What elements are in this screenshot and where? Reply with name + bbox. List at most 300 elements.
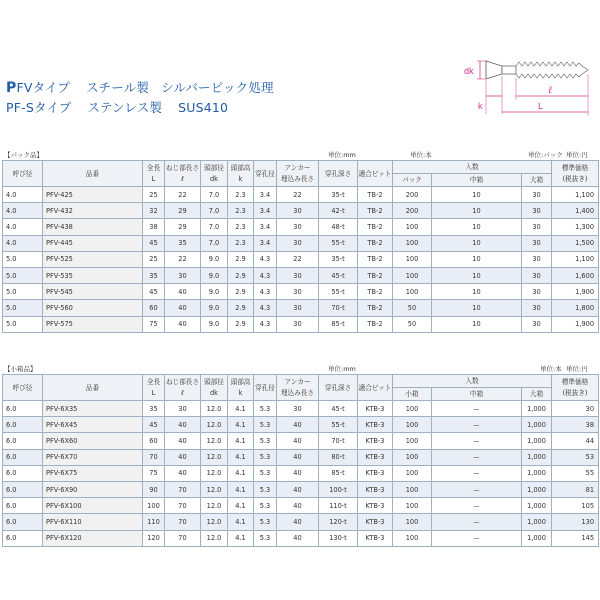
cell-qty-large: 30 — [522, 251, 552, 267]
header-diameter: 呼び径 — [3, 375, 43, 401]
cell-thread-length: 40 — [165, 433, 201, 449]
cell-diameter: 6.0 — [3, 449, 43, 465]
cell-head-diameter: 9.0 — [201, 267, 228, 283]
pack-unit-mm: 単位:mm — [328, 151, 356, 159]
header-head-height: 頭部高 k — [228, 375, 254, 401]
cell-qty-inner: 100 — [393, 251, 432, 267]
cell-bit: KTB-3 — [358, 498, 393, 514]
cell-hole-diameter: 3.4 — [254, 187, 277, 203]
header-head-height: 頭部高 k — [228, 161, 254, 187]
cell-hole-diameter: 3.4 — [254, 203, 277, 219]
cell-qty-medium: ー — [432, 530, 522, 546]
cell-head-diameter: 12.0 — [201, 530, 228, 546]
cell-hole-diameter: 4.3 — [254, 300, 277, 316]
cell-head-height: 4.1 — [228, 530, 254, 546]
cell-qty-large: 1,000 — [522, 481, 552, 497]
cell-head-height: 2.9 — [228, 251, 254, 267]
cell-diameter: 6.0 — [3, 401, 43, 417]
header-part-number: 品番 — [43, 375, 143, 401]
cell-head-diameter: 12.0 — [201, 401, 228, 417]
cell-thread-length: 40 — [165, 449, 201, 465]
table-row — [3, 433, 599, 449]
cell-qty-large: 30 — [522, 219, 552, 235]
title-type-pfs: PF-Sタイプ — [6, 100, 72, 115]
cell-bit: TB-2 — [358, 251, 393, 267]
cell-qty-large: 30 — [522, 267, 552, 283]
cell-qty-inner: 50 — [393, 300, 432, 316]
cell-part-number: PFV-438 — [43, 219, 143, 235]
cell-thread-length: 40 — [165, 316, 201, 332]
cell-diameter: 4.0 — [3, 235, 43, 251]
cell-drill-depth: 55-t — [319, 284, 358, 300]
table-row — [3, 449, 599, 465]
cell-thread-length: 22 — [165, 251, 201, 267]
cell-qty-large: 1,000 — [522, 401, 552, 417]
header-quantity: 入数 — [393, 161, 552, 174]
table-row — [3, 235, 599, 251]
cell-drill-depth: 55-t — [319, 417, 358, 433]
cell-part-number: PFV-6X45 — [43, 417, 143, 433]
cell-head-diameter: 7.0 — [201, 235, 228, 251]
cell-drill-depth: 45-t — [319, 267, 358, 283]
cell-qty-inner: 100 — [393, 417, 432, 433]
table-row — [3, 417, 599, 433]
cell-drill-depth: 45-t — [319, 401, 358, 417]
cell-anchor-depth: 30 — [277, 219, 319, 235]
cell-part-number: PFV-6X110 — [43, 514, 143, 530]
table-row — [3, 219, 599, 235]
header-qty-large: 大箱 — [522, 388, 552, 401]
header-bit: 適合ビット — [358, 375, 393, 401]
header-quantity: 入数 — [393, 375, 552, 388]
cell-head-height: 4.1 — [228, 498, 254, 514]
cell-part-number: PFV-6X75 — [43, 465, 143, 481]
title-material-stainless: ステンレス製 — [87, 100, 163, 115]
cell-part-number: PFV-432 — [43, 203, 143, 219]
cell-head-height: 2.9 — [228, 267, 254, 283]
header-drill-depth: 穿孔深さ — [319, 375, 358, 401]
cell-total-length: 75 — [143, 316, 165, 332]
table-row — [3, 203, 599, 219]
cell-qty-large: 30 — [522, 316, 552, 332]
header-total-length: 全長 L — [143, 375, 165, 401]
cell-anchor-depth: 40 — [277, 514, 319, 530]
cell-anchor-depth: 40 — [277, 417, 319, 433]
cell-qty-large: 1,000 — [522, 449, 552, 465]
cell-bit: TB-2 — [358, 219, 393, 235]
cell-thread-length: 30 — [165, 401, 201, 417]
cell-part-number: PFV-535 — [43, 267, 143, 283]
cell-qty-medium: ー — [432, 449, 522, 465]
cell-qty-large: 1,000 — [522, 530, 552, 546]
cell-thread-length: 40 — [165, 284, 201, 300]
cell-total-length: 32 — [143, 203, 165, 219]
cell-qty-large: 1,000 — [522, 498, 552, 514]
cell-bit: KTB-3 — [358, 401, 393, 417]
cell-bit: KTB-3 — [358, 465, 393, 481]
cell-hole-diameter: 3.4 — [254, 219, 277, 235]
cell-bit: KTB-3 — [358, 481, 393, 497]
cell-qty-medium: ー — [432, 514, 522, 530]
cell-price: 130 — [552, 514, 599, 530]
cell-head-height: 4.1 — [228, 514, 254, 530]
cell-price: 81 — [552, 481, 599, 497]
header-bit: 適合ビット — [358, 161, 393, 187]
cell-bit: TB-2 — [358, 300, 393, 316]
cell-drill-depth: 130-t — [319, 530, 358, 546]
cell-thread-length: 70 — [165, 498, 201, 514]
header-thread-length: ねじ部長さ ℓ — [165, 161, 201, 187]
cell-price: 55 — [552, 465, 599, 481]
header-total-length: 全長 L — [143, 161, 165, 187]
cell-qty-inner: 100 — [393, 449, 432, 465]
cell-diameter: 6.0 — [3, 481, 43, 497]
cell-drill-depth: 100-t — [319, 481, 358, 497]
cell-price: 1,100 — [552, 187, 599, 203]
cell-qty-inner: 100 — [393, 401, 432, 417]
cell-drill-depth: 85-t — [319, 465, 358, 481]
cell-price: 1,300 — [552, 219, 599, 235]
cell-qty-medium: ー — [432, 433, 522, 449]
cell-price: 1,500 — [552, 235, 599, 251]
cell-anchor-depth: 22 — [277, 251, 319, 267]
cell-bit: KTB-3 — [358, 433, 393, 449]
cell-part-number: PFV-445 — [43, 235, 143, 251]
cell-bit: TB-2 — [358, 203, 393, 219]
cell-bit: TB-2 — [358, 187, 393, 203]
cell-anchor-depth: 40 — [277, 433, 319, 449]
cell-bit: KTB-3 — [358, 417, 393, 433]
cell-qty-inner: 200 — [393, 187, 432, 203]
cell-diameter: 6.0 — [3, 417, 43, 433]
cell-drill-depth: 35-t — [319, 251, 358, 267]
cell-anchor-depth: 40 — [277, 481, 319, 497]
cell-total-length: 60 — [143, 300, 165, 316]
cell-bit: KTB-3 — [358, 530, 393, 546]
cell-qty-inner: 100 — [393, 481, 432, 497]
cell-part-number: PFV-6X100 — [43, 498, 143, 514]
cell-qty-medium: ー — [432, 417, 522, 433]
cell-thread-length: 40 — [165, 300, 201, 316]
header-thread-length: ねじ部長さ ℓ — [165, 375, 201, 401]
cell-head-height: 2.9 — [228, 316, 254, 332]
cell-anchor-depth: 30 — [277, 267, 319, 283]
cell-qty-medium: 10 — [432, 284, 522, 300]
cell-head-height: 4.1 — [228, 449, 254, 465]
title-line-pfv — [6, 78, 274, 98]
cell-part-number: PFV-525 — [43, 251, 143, 267]
cell-total-length: 35 — [143, 267, 165, 283]
pack-unit-pack: 単位:パック — [528, 151, 563, 159]
cell-part-number: PFV-575 — [43, 316, 143, 332]
cell-qty-large: 1,000 — [522, 465, 552, 481]
cell-hole-diameter: 5.3 — [254, 417, 277, 433]
cell-thread-length: 29 — [165, 203, 201, 219]
cell-qty-large: 30 — [522, 187, 552, 203]
cell-diameter: 5.0 — [3, 251, 43, 267]
cell-bit: KTB-3 — [358, 449, 393, 465]
cell-hole-diameter: 4.3 — [254, 284, 277, 300]
cell-thread-length: 35 — [165, 235, 201, 251]
cell-anchor-depth: 30 — [277, 203, 319, 219]
cell-anchor-depth: 30 — [277, 284, 319, 300]
cell-head-height: 2.9 — [228, 284, 254, 300]
box-unit-yen: 単位:円 — [566, 365, 588, 373]
cell-head-height: 2.9 — [228, 300, 254, 316]
header-qty-large: 大箱 — [522, 174, 552, 187]
cell-anchor-depth: 40 — [277, 530, 319, 546]
cell-hole-diameter: 3.4 — [254, 235, 277, 251]
cell-qty-medium: 10 — [432, 235, 522, 251]
cell-hole-diameter: 5.3 — [254, 449, 277, 465]
cell-part-number: PFV-6X90 — [43, 481, 143, 497]
cell-anchor-depth: 40 — [277, 498, 319, 514]
header-drill-depth: 穿孔深さ — [319, 161, 358, 187]
cell-anchor-depth: 30 — [277, 235, 319, 251]
cell-head-diameter: 9.0 — [201, 300, 228, 316]
table-row — [3, 284, 599, 300]
cell-head-diameter: 7.0 — [201, 187, 228, 203]
cell-part-number: PFV-6X70 — [43, 449, 143, 465]
cell-anchor-depth: 40 — [277, 449, 319, 465]
pack-unit-count: 単位:本 — [410, 151, 432, 159]
header-hole-diameter: 穿孔径 — [254, 161, 277, 187]
cell-diameter: 6.0 — [3, 433, 43, 449]
title-line-pfs — [6, 98, 274, 117]
cell-thread-length: 30 — [165, 267, 201, 283]
cell-thread-length: 70 — [165, 514, 201, 530]
header-head-diameter: 頭部径 dk — [201, 161, 228, 187]
cell-part-number: PFV-6X60 — [43, 433, 143, 449]
pack-section-label: 【パック品】 — [4, 151, 43, 159]
cell-bit: TB-2 — [358, 284, 393, 300]
cell-head-height: 2.3 — [228, 203, 254, 219]
cell-head-height: 2.3 — [228, 235, 254, 251]
header-qty-pack: パック — [393, 174, 432, 187]
product-title-block — [6, 78, 274, 117]
cell-hole-diameter: 5.3 — [254, 465, 277, 481]
cell-thread-length: 70 — [165, 481, 201, 497]
cell-bit: TB-2 — [358, 235, 393, 251]
cell-price: 38 — [552, 417, 599, 433]
total-length-label: L — [538, 101, 544, 111]
cell-total-length: 100 — [143, 498, 165, 514]
cell-bit: TB-2 — [358, 316, 393, 332]
box-spec-table — [2, 374, 599, 547]
screw-shank-shape — [502, 66, 516, 74]
dk-label: dk — [464, 66, 474, 76]
cell-qty-inner: 100 — [393, 235, 432, 251]
cell-diameter: 4.0 — [3, 187, 43, 203]
cell-head-diameter: 12.0 — [201, 498, 228, 514]
cell-qty-inner: 100 — [393, 498, 432, 514]
cell-part-number: PFV-545 — [43, 284, 143, 300]
header-head-diameter: 頭部径 dk — [201, 375, 228, 401]
cell-head-height: 2.3 — [228, 187, 254, 203]
screw-thread-shape — [516, 62, 588, 78]
table-row — [3, 187, 599, 203]
cell-drill-depth: 42-t — [319, 203, 358, 219]
table-row — [3, 498, 599, 514]
table-row — [3, 267, 599, 283]
cell-qty-inner: 200 — [393, 203, 432, 219]
cell-hole-diameter: 4.3 — [254, 316, 277, 332]
box-section-label: 【小箱品】 — [4, 365, 37, 373]
cell-hole-diameter: 5.3 — [254, 481, 277, 497]
cell-price: 1,900 — [552, 284, 599, 300]
cell-price: 105 — [552, 498, 599, 514]
cell-head-height: 4.1 — [228, 465, 254, 481]
cell-head-diameter: 9.0 — [201, 284, 228, 300]
cell-qty-inner: 100 — [393, 530, 432, 546]
cell-head-diameter: 7.0 — [201, 219, 228, 235]
cell-total-length: 45 — [143, 235, 165, 251]
header-qty-medium: 中箱 — [432, 388, 522, 401]
cell-price: 1,100 — [552, 251, 599, 267]
table-row — [3, 465, 599, 481]
cell-qty-large: 30 — [522, 284, 552, 300]
cell-total-length: 45 — [143, 284, 165, 300]
table-row — [3, 316, 599, 332]
cell-thread-length: 29 — [165, 219, 201, 235]
cell-anchor-depth: 30 — [277, 316, 319, 332]
header-anchor-depth: アンカー 埋込み長さ — [277, 375, 319, 401]
header-price: 標準価格 (税抜き) — [552, 375, 599, 401]
cell-total-length: 45 — [143, 417, 165, 433]
cell-qty-medium: ー — [432, 465, 522, 481]
cell-hole-diameter: 4.3 — [254, 251, 277, 267]
cell-diameter: 4.0 — [3, 203, 43, 219]
cell-qty-medium: 10 — [432, 300, 522, 316]
cell-head-diameter: 12.0 — [201, 417, 228, 433]
cell-thread-length: 40 — [165, 465, 201, 481]
header-anchor-depth: アンカー 埋込み長さ — [277, 161, 319, 187]
cell-price: 1,600 — [552, 267, 599, 283]
cell-drill-depth: 35-t — [319, 187, 358, 203]
cell-qty-medium: ー — [432, 481, 522, 497]
cell-thread-length: 70 — [165, 530, 201, 546]
cell-qty-medium: 10 — [432, 187, 522, 203]
cell-hole-diameter: 5.3 — [254, 401, 277, 417]
screw-dimension-diagram — [458, 52, 598, 118]
cell-hole-diameter: 5.3 — [254, 530, 277, 546]
thread-length-label: ℓ — [548, 85, 553, 96]
cell-bit: KTB-3 — [358, 514, 393, 530]
cell-total-length: 35 — [143, 401, 165, 417]
cell-thread-length: 22 — [165, 187, 201, 203]
cell-price: 145 — [552, 530, 599, 546]
table-row — [3, 251, 599, 267]
cell-qty-medium: 10 — [432, 203, 522, 219]
cell-drill-depth: 120-t — [319, 514, 358, 530]
cell-price: 1,900 — [552, 316, 599, 332]
cell-total-length: 90 — [143, 481, 165, 497]
cell-qty-inner: 100 — [393, 433, 432, 449]
cell-qty-inner: 100 — [393, 219, 432, 235]
table-row — [3, 401, 599, 417]
title-lead-letter: P — [6, 80, 17, 96]
cell-diameter: 6.0 — [3, 498, 43, 514]
cell-hole-diameter: 4.3 — [254, 267, 277, 283]
box-unit-mm: 単位:mm — [328, 365, 356, 373]
cell-drill-depth: 70-t — [319, 300, 358, 316]
cell-drill-depth: 85-t — [319, 316, 358, 332]
cell-head-height: 4.1 — [228, 417, 254, 433]
cell-head-height: 2.3 — [228, 219, 254, 235]
cell-diameter: 4.0 — [3, 219, 43, 235]
cell-qty-medium: 10 — [432, 267, 522, 283]
cell-part-number: PFV-560 — [43, 300, 143, 316]
title-type-pfv: FVタイプ — [16, 80, 71, 95]
table-row — [3, 481, 599, 497]
cell-qty-inner: 100 — [393, 465, 432, 481]
cell-drill-depth: 55-t — [319, 235, 358, 251]
cell-head-height: 4.1 — [228, 481, 254, 497]
cell-total-length: 70 — [143, 449, 165, 465]
cell-price: 30 — [552, 401, 599, 417]
cell-qty-inner: 50 — [393, 316, 432, 332]
cell-hole-diameter: 5.3 — [254, 433, 277, 449]
cell-price: 53 — [552, 449, 599, 465]
cell-head-diameter: 12.0 — [201, 433, 228, 449]
cell-bit: TB-2 — [358, 267, 393, 283]
cell-qty-large: 1,000 — [522, 417, 552, 433]
cell-head-diameter: 12.0 — [201, 514, 228, 530]
cell-diameter: 6.0 — [3, 465, 43, 481]
table-row — [3, 514, 599, 530]
cell-qty-inner: 100 — [393, 284, 432, 300]
cell-qty-large: 1,000 — [522, 433, 552, 449]
cell-price: 44 — [552, 433, 599, 449]
cell-drill-depth: 48-t — [319, 219, 358, 235]
table-row — [3, 300, 599, 316]
cell-total-length: 60 — [143, 433, 165, 449]
cell-qty-large: 30 — [522, 300, 552, 316]
cell-total-length: 75 — [143, 465, 165, 481]
screw-head-shape — [486, 61, 502, 79]
cell-head-diameter: 12.0 — [201, 465, 228, 481]
cell-diameter: 6.0 — [3, 530, 43, 546]
cell-part-number: PFV-425 — [43, 187, 143, 203]
cell-thread-length: 40 — [165, 417, 201, 433]
cell-total-length: 25 — [143, 187, 165, 203]
cell-qty-inner: 100 — [393, 514, 432, 530]
cell-drill-depth: 70-t — [319, 433, 358, 449]
cell-total-length: 38 — [143, 219, 165, 235]
pack-unit-yen: 単位:円 — [566, 151, 588, 159]
header-part-number: 品番 — [43, 161, 143, 187]
cell-qty-medium: ー — [432, 498, 522, 514]
cell-total-length: 120 — [143, 530, 165, 546]
cell-head-diameter: 9.0 — [201, 316, 228, 332]
header-hole-diameter: 穿孔径 — [254, 375, 277, 401]
cell-anchor-depth: 40 — [277, 465, 319, 481]
cell-anchor-depth: 22 — [277, 187, 319, 203]
cell-qty-inner: 100 — [393, 267, 432, 283]
header-qty-small: 小箱 — [393, 388, 432, 401]
cell-head-diameter: 12.0 — [201, 481, 228, 497]
header-price: 標準価格 (税抜き) — [552, 161, 599, 187]
title-finish-sus: SUS410 — [178, 100, 229, 115]
header-diameter: 呼び径 — [3, 161, 43, 187]
cell-diameter: 5.0 — [3, 267, 43, 283]
cell-anchor-depth: 30 — [277, 300, 319, 316]
cell-diameter: 5.0 — [3, 284, 43, 300]
cell-hole-diameter: 5.3 — [254, 498, 277, 514]
cell-qty-medium: 10 — [432, 251, 522, 267]
cell-drill-depth: 80-t — [319, 449, 358, 465]
pack-spec-table — [2, 160, 599, 333]
